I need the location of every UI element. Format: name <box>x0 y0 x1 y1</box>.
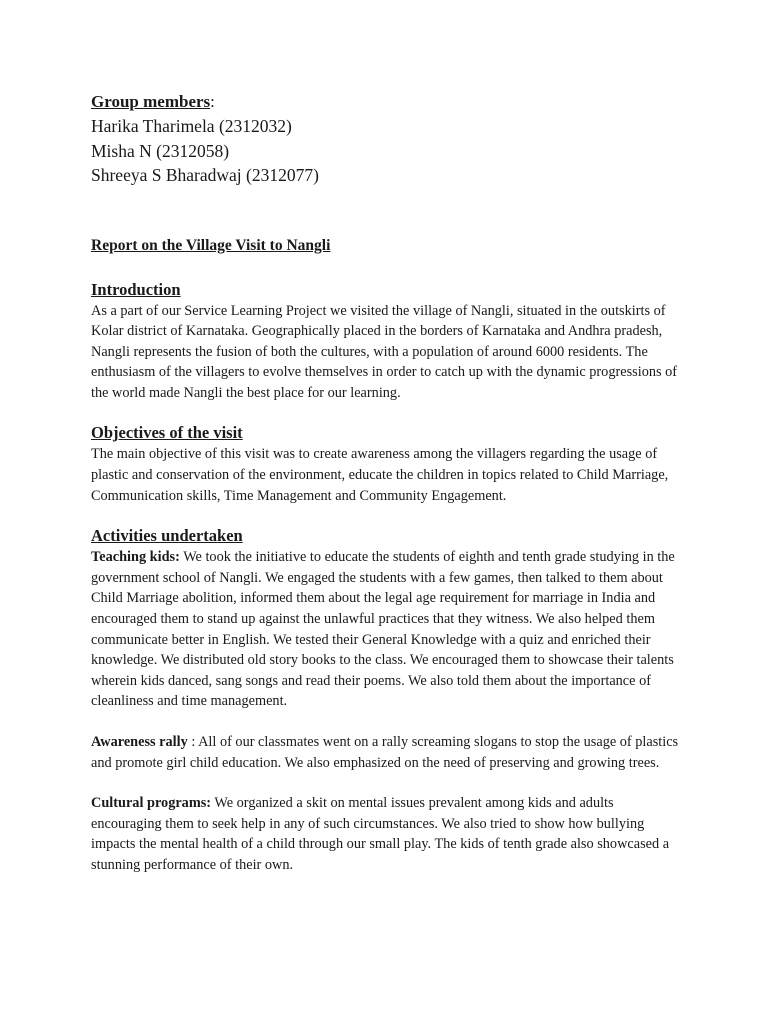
document-page <box>91 90 681 876</box>
teaching-kids-text: We took the initiative to educate the students of eighth and tenth grade studying in the government school of Nangli. We engaged the students with a few games, then talked to them about Child Marriage abolition, informed them about the legal age requirement for marriage in India and encouraged them to stand up against the unlawful practices that they witness. We also helped them communicate better in English. We tested their General Knowledge with a quiz and enriched their knowledge. We distributed old story books to the class. We encouraged them to showcase their talents wherein kids danced, sang songs and read their poems. We also told them about the importance of cleanliness and time management. <box>91 549 675 710</box>
activities-heading: Activities undertaken <box>91 526 243 546</box>
cultural-programs-label: Cultural programs: <box>91 795 212 812</box>
cultural-programs-text: We organized a skit on mental issues prevalent among kids and adults encouraging them to seek help in any of such circumstances. We also tried to show how bullying impacts the mental health of a child through our small play. The kids of tenth grade also showcased a stunning performance of their own. <box>91 795 670 873</box>
introduction-heading: Introduction <box>91 279 181 299</box>
awareness-rally-text: : All of our classmates went on a rally screaming slogans to stop the usage of plastics and promote girl child education. We also emphasized on the need of preserving and growing trees. <box>91 734 679 771</box>
group-members-colon: : <box>210 92 215 111</box>
teaching-kids-label: Teaching kids: <box>91 549 180 566</box>
group-members-heading <box>91 90 681 114</box>
cultural-programs-paragraph <box>91 793 681 875</box>
member-name: Misha N (2312058) <box>91 140 230 161</box>
awareness-rally-paragraph <box>91 732 681 773</box>
introduction-paragraph: As a part of our Service Learning Project we visited the village of Nangli, situated in the outskirts of Kolar district of Karnataka. Geographically placed in the borders of Karnataka and Andhra pradesh, Nangli represents the fusion of both the cultures, with a population of around 6000 residents. The enthusiasm of the villagers to evolve themselves in order to catch up with the dynamic progressions of the world made Nangli the best place for our learning. <box>91 302 678 401</box>
teaching-kids-paragraph <box>91 547 681 712</box>
objectives-heading: Objectives of the visit <box>91 423 243 443</box>
report-title: Report on the Village Visit to Nangli <box>91 236 331 254</box>
awareness-rally-label: Awareness rally <box>91 734 188 750</box>
member-name: Harika Tharimela (2312032) <box>91 116 292 136</box>
group-members-label: Group members <box>91 92 211 111</box>
member-name: Shreeya S Bharadwaj (2312077) <box>91 165 319 185</box>
objectives-paragraph: The main objective of this visit was to create awareness among the villagers regarding the usage of plastic and conservation of the environment, educate the children in topics related to Child Marriage, Communication skills, Time Management and Community Engagement. <box>91 446 669 504</box>
